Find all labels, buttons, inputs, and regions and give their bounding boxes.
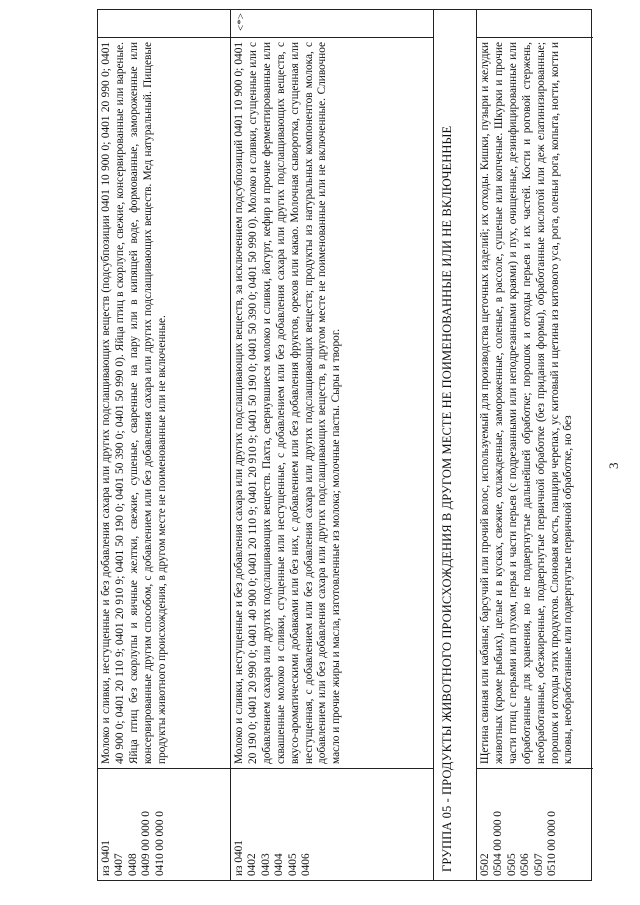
tariff-table xyxy=(97,9,592,881)
group-heading: ГРУППА 05 - ПРОДУКТЫ ЖИВОТНОГО ПРОИСХОЖДЕНИЯ В ДРУГОМ МЕСТЕ НЕ ПОИМЕНОВАННЫЕ ИЛИ НЕ ВКЛЮЧЕННЫЕ xyxy=(434,10,477,880)
code-cell: 0502 0504 00 000 0 0505 0506 0507 0510 00 000 0 xyxy=(477,768,593,880)
description-cell: Щетина свиная или кабанья; барсучий или прочий волос, используемый для производства щеточных изделий; их отходы. Кишки, пузыри и желудки животных (кроме рыбьих), целые и в кусках, свежие, охлажденные, замороженные, соленые, в рассоле, сушеные или копченые. Шкурки и прочие части птиц с перьями или пухом, перья и части перьев (с подрезанными или неподрезанными краями) и пух, очищенные, дезинфицированные или обработанные для хранения, но не подвергнутые дальнейшей обработке; порошок и отходы перьев и их частей. Кости и роговой стержень, необработанные, обезжиренные, подвергнутые первичной обработке (без придания формы), обработанные кислотой или деж елатинизированные; порошок и отходы этих продуктов. Слоновая кость, панцири черепах, ус китовый и щетина из китового уса, рога, оленьи рога, копыта, ногти, когти и клювы, необработанные или подвергнутые первичной обработке, но без xyxy=(479,42,575,764)
description-cell: Молоко и сливки, несгущенные и без добавления сахара или других подслащивающих веществ (подсубпозиции 0401 10 900 0; 0401 20 990 0; 0401 40 900 0; 0401 20 110 9; 0401 20 910 9; 0401 50 190 0; 0401 50 390 0; 0401 50 990 0). Яйца птиц в скорлупе, свежие, консервированные или вареные. Яйца птиц без скорлупы и яичные желтки, свежие, сушеные, сваренные на пару или в кипящей воде, формованные, замороженные или консервированные другим способом, с добавлением или без добавления сахара или других подслащивающих веществ. Мед натуральный. Пищевые продукты животного происхождения, в другом месте не поименованные или не включенные. xyxy=(100,42,168,764)
table-row xyxy=(477,10,593,880)
mark-cell xyxy=(98,10,230,38)
mark-cell xyxy=(477,10,593,38)
table-row xyxy=(231,10,434,880)
mark-cell: <*> xyxy=(231,10,433,38)
description-cell: Молоко и сливки, несгущенные и без добавления сахара или других подслащивающих веществ, за исключением подсубпозиций 0401 10 900 0; 0401 20 190 0; 0401 20 990 0; 0401 40 900 0; 0401 20 110 9; 0401 20 910 9; 0401 50 190 0; 0401 50 390 0; 0401 50 990 0). Молоко и сливки, сгущенные или с добавлением сахара или других подслащивающих веществ. Пахта, свернувшиеся молоко и сливки, йогурт, кефир и прочие ферментированные или сквашенные молоко и сливки, сгущенные или несгущенные, с добавлением или без добавления сахара или других подслащивающих веществ, с вкусо-ароматическими добавками или без них, с добавлением или без добавления фруктов, орехов или какао. Молочная сыворотка, сгущенная или несгущенная, с добавлением или без добавления сахара или других подслащивающих веществ; продукты из натуральных компонентов молока, с добавлением или без добавления сахара или других подслащивающих веществ, в другом месте не поименованные или не включенные. Сливочное масло и прочие жиры и масла, изготовленные из молока; молочные пасты. Сыры и творог. xyxy=(233,42,343,764)
page-number: 3 xyxy=(606,462,621,469)
code-cell: из 0401 0407 0408 0409 00 000 0 0410 00 000 0 xyxy=(98,768,230,880)
table-row xyxy=(98,10,231,880)
code-cell: из 0401 0402 0403 0404 0405 0406 xyxy=(231,768,433,880)
